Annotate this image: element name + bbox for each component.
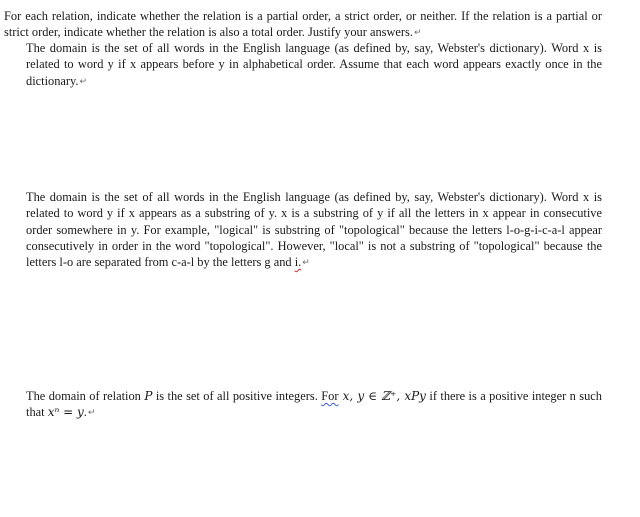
paragraph-mark-icon: ↵ (413, 28, 422, 39)
for-word: For (321, 389, 339, 403)
relation-1-paragraph (26, 40, 602, 90)
math-equation: xⁿ = y (47, 405, 84, 420)
paragraph-mark-icon: ↵ (302, 258, 310, 269)
paragraph-mark-icon: ↵ (79, 76, 88, 87)
instructions-paragraph (4, 8, 602, 42)
relation-2-paragraph (26, 189, 602, 271)
relation-1-text: The domain is the set of all words in the English language (as defined by, say, Webster's dictionary). Word x is related to word y if x appears before y in alphabetical order. Assume that each word appears exactly once in the dictionary. (26, 41, 602, 88)
relation-3-prefix: The domain of relation (26, 389, 145, 403)
relation-symbol: P (144, 389, 153, 403)
relation-3-middle: is the set of all positive integers. (152, 389, 322, 403)
relation-3-end: . (83, 405, 87, 420)
relation-3-paragraph (26, 388, 602, 422)
math-variables: x, y ∈ ℤ⁺, xPy (338, 389, 426, 403)
relation-2-text: The domain is the set of all words in the English language (as defined by, say, Webster's dictionary). Word x is related to word y if x appears as a substring of y. x is a substring of y if all the letters in x appear in consecutive order somewhere in y. For example, "logical" is substring of "topological" because the letters l-o-g-i-c-a-l appear consecutively in order in the word "topological". However, "local" is not a substring of "topological" because the letters l-o are separated from c-a-l by the letters g and (26, 190, 602, 270)
relation-2-text-end: i. (294, 255, 302, 270)
instructions-text: For each relation, indicate whether the relation is a partial order, a strict order, or neither. If the relation is a partial or strict order, indicate whether the relation is also a total order. Justify your answers. (4, 9, 602, 40)
relation-3-condition: if there is a positive integer n such that (26, 389, 602, 420)
paragraph-mark-icon: ↵ (87, 408, 96, 419)
